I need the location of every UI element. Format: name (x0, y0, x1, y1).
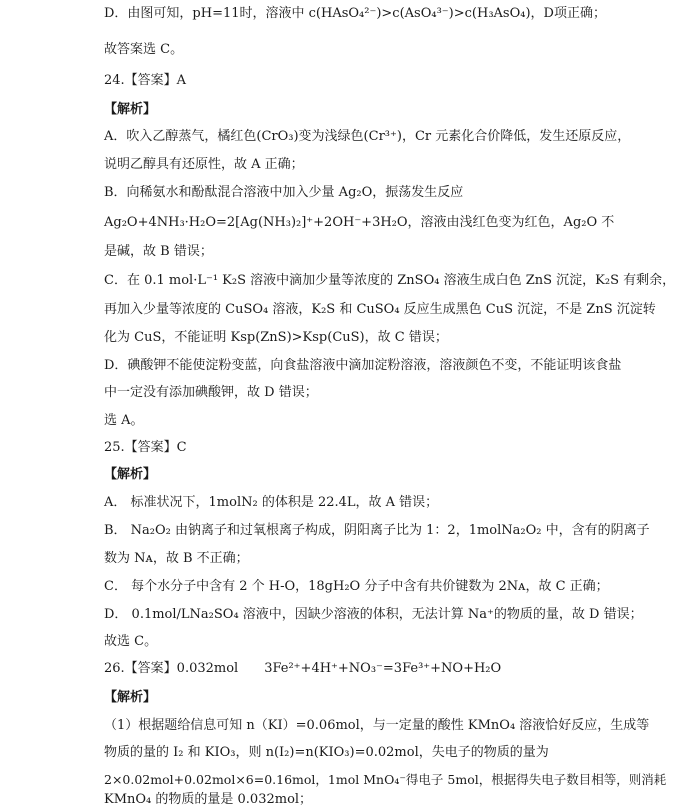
analysis-heading: 【解析】 (104, 467, 157, 482)
text-line: 2×0.02mol+0.02mol×6=0.16mol，1mol MnO₄⁻得电子 5mol，根据得失电子数目相等，则消耗 (104, 772, 667, 787)
text-line: （1）根据题给信息可知 n（KI）=0.06mol，与一定量的酸性 KMnO₄ 溶液恰好反应，生成等 (104, 718, 650, 733)
text-line: A． 标准状况下，1molN₂ 的体积是 22.4L，故 A 错误； (104, 495, 439, 510)
text-line: B． Na₂O₂ 由钠离子和过氧根离子构成，阴阳离子比为 1：2，1molNa₂O₂ 中，含有的阴离子 (104, 523, 650, 538)
analysis-heading: 【解析】 (104, 690, 157, 705)
text-line: 物质的量的 I₂ 和 KIO₃，则 n(I₂)=n(KIO₃)=0.02mol，失电子的物质的量为 (104, 745, 549, 760)
text-line: 化为 CuS，不能证明 Ksp(ZnS)>Ksp(CuS)，故 C 错误； (104, 330, 448, 345)
equation-line: Ag₂O+4NH₃·H₂O=2[Ag(NH₃)₂]⁺+2OH⁻+3H₂O，溶液由浅红色变为红色，Ag₂O 不 (104, 215, 615, 230)
text-line: 选 A。 (104, 413, 144, 428)
text-line: 数为 Nᴀ，故 B 不正确； (104, 551, 249, 566)
text-line: 是碱，故 B 错误； (104, 244, 213, 259)
text-line: C． 每个水分子中含有 2 个 H-O，18gH₂O 分子中含有共价键数为 2Nᴀ，故 C 正确； (104, 579, 609, 594)
text-line: D．由图可知，pH=11时，溶液中 c(HAsO₄²⁻)>c(AsO₄³⁻)>c(H₃AsO₄)，D项正确； (104, 6, 606, 21)
text-line: C．在 0.1 mol·L⁻¹ K₂S 溶液中滴加少量等浓度的 ZnSO₄ 溶液生成白色 ZnS 沉淀，K₂S 有剩余， (104, 273, 676, 288)
text-line: 故答案选 C。 (104, 42, 184, 57)
answer-heading: 26.【答案】0.032mol 3Fe²⁺+4H⁺+NO₃⁻=3Fe³⁺+NO+H₂O (104, 661, 502, 676)
text-line: 中一定没有添加碘酸钾，故 D 错误； (104, 385, 318, 400)
text-line: 再加入少量等浓度的 CuSO₄ 溶液，K₂S 和 CuSO₄ 反应生成黑色 CuS 沉淀，不是 ZnS 沉淀转 (104, 302, 656, 317)
text-line: KMnO₄ 的物质的量是 0.032mol； (104, 792, 313, 807)
analysis-heading: 【解析】 (104, 102, 157, 117)
text-line: B．向稀氨水和酚酞混合溶液中加入少量 Ag₂O，振荡发生反应 (104, 185, 464, 200)
answer-heading: 24.【答案】A (104, 73, 187, 88)
text-line: D．碘酸钾不能使淀粉变蓝，向食盐溶液中滴加淀粉溶液，溶液颜色不变，不能证明该食盐 (104, 358, 622, 373)
answer-heading: 25.【答案】C (104, 440, 187, 455)
text-line: 说明乙醇具有还原性，故 A 正确； (104, 157, 304, 172)
text-line: D． 0.1mol/LNa₂SO₄ 溶液中，因缺少溶液的体积，无法计算 Na⁺的物质的量，故 D 错误； (104, 607, 643, 622)
text-line: 故选 C。 (104, 634, 158, 649)
text-line: A．吹入乙醇蒸气，橘红色(CrO₃)变为浅绿色(Cr³⁺)，Cr 元素化合价降低，发生还原反应， (104, 129, 631, 144)
